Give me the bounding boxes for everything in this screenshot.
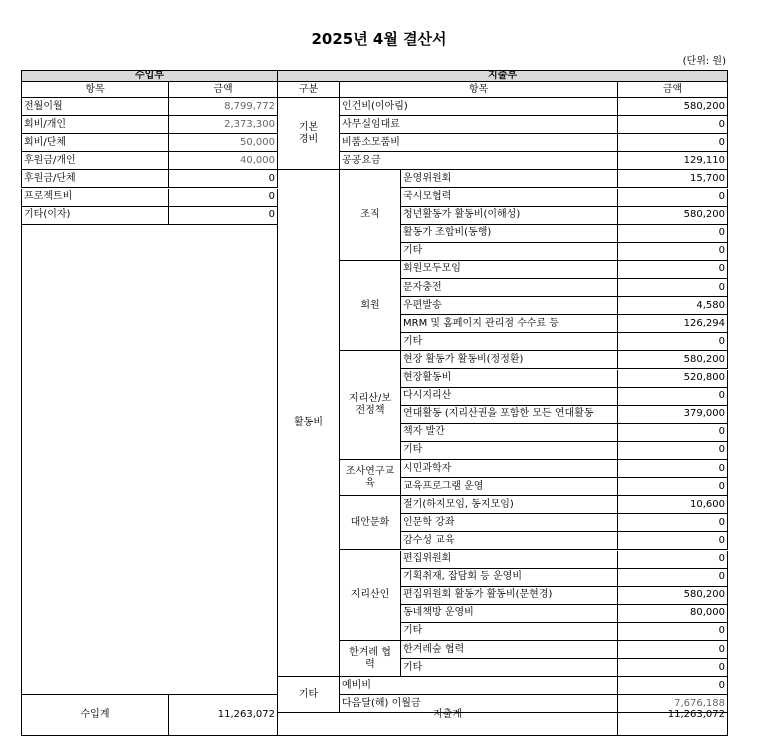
expense-amount: 0 — [618, 677, 728, 695]
expense-item: 우편발송 — [401, 297, 618, 315]
expense-item: 운영위원회 — [401, 170, 618, 188]
expense-item: MRM 및 홈페이지 관리점 수수료 등 — [401, 315, 618, 333]
expense-amount: 126,294 — [618, 315, 728, 333]
expense-item: 인건비(이아림) — [340, 98, 618, 116]
expense-item: 공공요금 — [340, 152, 618, 170]
unit-label: (단위: 원) — [682, 56, 726, 67]
income-amount: 0 — [169, 207, 278, 225]
expense-col-category: 구분 — [278, 82, 340, 98]
expense-item: 예비비 — [340, 677, 618, 695]
expense-col-amount: 금액 — [618, 82, 728, 98]
expense-total-label: 지출계 — [278, 695, 618, 736]
expense-item: 현장활동비 — [401, 370, 618, 388]
expense-amount: 580,200 — [618, 351, 728, 369]
expense-amount: 0 — [618, 460, 728, 478]
income-total: 11,263,072 — [169, 695, 278, 736]
expense-amount: 580,200 — [618, 98, 728, 116]
expense-amount: 580,200 — [618, 207, 728, 225]
expense-amount: 0 — [618, 569, 728, 587]
expense-item: 다시지리산 — [401, 388, 618, 406]
expense-amount: 0 — [618, 478, 728, 496]
expense-amount: 0 — [618, 551, 728, 569]
settlement-table — [21, 70, 728, 736]
page-title: 2025년 4월 결산서 — [311, 30, 447, 48]
income-item: 전월이월 — [21, 98, 169, 116]
expense-item: 기획취재, 잡담회 등 운영비 — [401, 569, 618, 587]
income-total-label: 수입계 — [21, 695, 169, 736]
subcategory: 조직 — [340, 170, 401, 261]
expense-amount: 4,580 — [618, 297, 728, 315]
income-empty-area — [21, 225, 278, 696]
income-amount: 0 — [169, 170, 278, 188]
expense-item: 다음달(해) 이월금 — [340, 695, 618, 713]
income-item: 후원금/개인 — [21, 152, 169, 170]
expense-col-item: 항목 — [340, 82, 618, 98]
expense-item: 연대활동 (지리산권을 포함한 모든 연대활동 — [401, 406, 618, 424]
category-other: 기타 — [278, 677, 340, 713]
expense-item: 국시모협력 — [401, 189, 618, 207]
category-activity: 활동비 — [278, 170, 340, 677]
expense-amount: 0 — [618, 514, 728, 532]
subcategory: 지리산인 — [340, 551, 401, 642]
expense-item: 시민과학자 — [401, 460, 618, 478]
expense-item: 기타 — [401, 333, 618, 351]
expense-amount: 129,110 — [618, 152, 728, 170]
expense-amount: 0 — [618, 659, 728, 677]
expense-total: 11,263,072 — [618, 695, 728, 736]
expense-header: 지출부 — [278, 70, 728, 82]
expense-item: 편집위원회 — [401, 551, 618, 569]
expense-item: 인문학 강좌 — [401, 514, 618, 532]
expense-amount: 0 — [618, 243, 728, 261]
expense-item: 문자충전 — [401, 279, 618, 297]
expense-amount: 0 — [618, 333, 728, 351]
expense-amount: 15,700 — [618, 170, 728, 188]
subcategory: 대안문화 — [340, 496, 401, 550]
subcategory: 회원 — [340, 261, 401, 352]
expense-amount: 0 — [618, 623, 728, 641]
income-item: 회비/개인 — [21, 116, 169, 134]
expense-item: 책자 발간 — [401, 424, 618, 442]
expense-item: 활동가 조합비(동행) — [401, 225, 618, 243]
income-amount: 40,000 — [169, 152, 278, 170]
income-amount: 2,373,300 — [169, 116, 278, 134]
expense-amount: 0 — [618, 134, 728, 152]
expense-amount: 580,200 — [618, 587, 728, 605]
expense-item: 회원모두모임 — [401, 261, 618, 279]
expense-amount: 520,800 — [618, 370, 728, 388]
expense-amount: 10,600 — [618, 496, 728, 514]
income-amount: 8,799,772 — [169, 98, 278, 116]
income-amount: 50,000 — [169, 134, 278, 152]
expense-item: 현장 활동가 활동비(정정환) — [401, 351, 618, 369]
expense-item: 감수성 교육 — [401, 532, 618, 550]
expense-amount: 0 — [618, 388, 728, 406]
income-col-item: 항목 — [21, 82, 169, 98]
expense-amount: 0 — [618, 279, 728, 297]
expense-amount: 0 — [618, 442, 728, 460]
category-basic: 기본 경비 — [278, 98, 340, 170]
expense-item: 사무실임대료 — [340, 116, 618, 134]
expense-item: 기타 — [401, 623, 618, 641]
subcategory: 조사연구교 육 — [340, 460, 401, 496]
expense-item: 청년활동가 활동비(이해성) — [401, 207, 618, 225]
income-amount: 0 — [169, 189, 278, 207]
expense-item: 편집위원회 활동가 활동비(문현경) — [401, 587, 618, 605]
income-item: 기타(이자) — [21, 207, 169, 225]
expense-item: 한겨레숲 협력 — [401, 641, 618, 659]
expense-item: 교육프로그램 운영 — [401, 478, 618, 496]
expense-item: 기타 — [401, 659, 618, 677]
subcategory: 지리산/보 전정책 — [340, 351, 401, 460]
expense-amount: 80,000 — [618, 605, 728, 623]
subcategory: 한겨레 협 력 — [340, 641, 401, 677]
expense-item: 동네책방 운영비 — [401, 605, 618, 623]
income-item: 후원금/단체 — [21, 170, 169, 188]
expense-amount: 0 — [618, 532, 728, 550]
expense-item: 비품소모품비 — [340, 134, 618, 152]
income-col-amount: 금액 — [169, 82, 278, 98]
expense-amount: 379,000 — [618, 406, 728, 424]
expense-amount: 0 — [618, 225, 728, 243]
expense-item: 기타 — [401, 442, 618, 460]
expense-amount: 0 — [618, 424, 728, 442]
expense-amount: 0 — [618, 261, 728, 279]
expense-amount: 0 — [618, 641, 728, 659]
expense-item: 기타 — [401, 243, 618, 261]
income-header: 수입부 — [21, 70, 278, 82]
expense-amount: 0 — [618, 116, 728, 134]
income-item: 회비/단체 — [21, 134, 169, 152]
expense-item: 절기(하지모임, 동지모임) — [401, 496, 618, 514]
expense-amount: 0 — [618, 189, 728, 207]
expense-amount: 7,676,188 — [618, 695, 728, 713]
income-item: 프로젝트비 — [21, 189, 169, 207]
